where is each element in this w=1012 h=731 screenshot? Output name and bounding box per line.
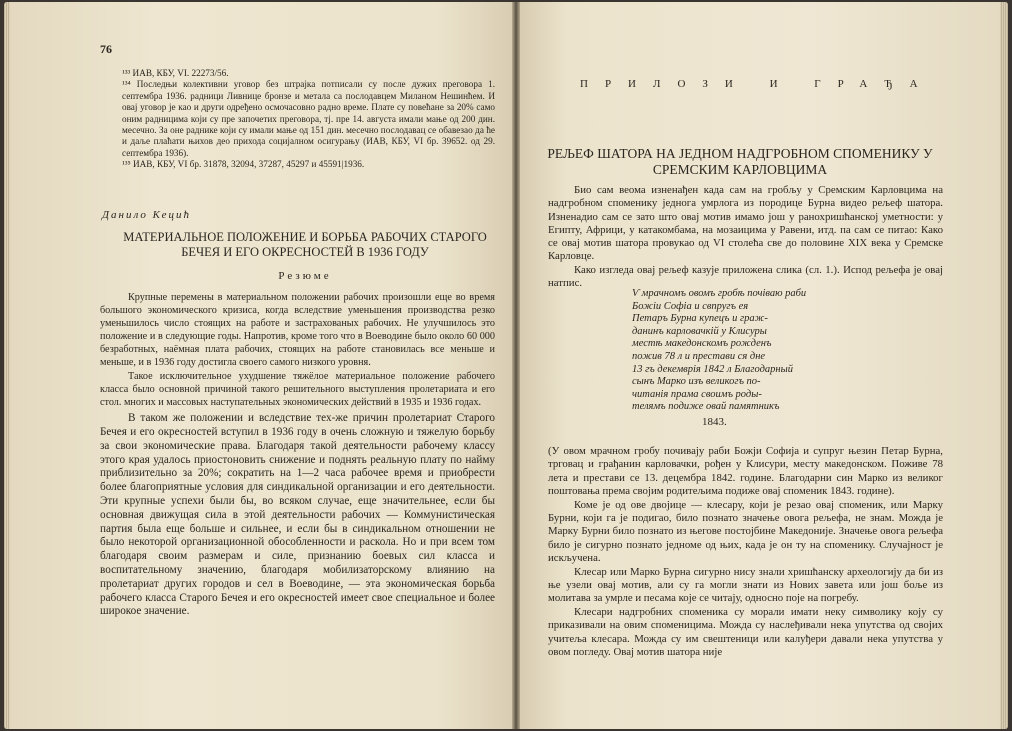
summary-body [100,292,495,621]
body-paragraph: Клесари надгробних споменика су морали имати неку символику коју су приказивали на овим споменицима. Можда су наслеђивали нека упутства од својих учитеља клесара. Можда су им свештеници или калуђери давали нека упутства у овом погледу. Овај мотив шатора није [548,605,943,659]
article-subtitle: Резюме [278,270,332,282]
inscription-line: читанія прама своимъ роды- [632,388,762,400]
summary-paragraph: В таком же положении и вследствие тех-же причин пролетариат Старого Бечея и его окресностей вступил в 1936 году в очень сложную и тяжелую борьбу за свои экономические права. Благодаря такой деятельности рабочему классу этого края удалось приостоновить снижение и поднять реальную плату по найму приблизительно за 20%; сократить на 1—2 часа рабочее время и приобрести более благоприятные условия для синдикальной организации и его деятельности. Эти крупные успехи были бы, во всяком случае, еще значительнее, если бы основная движущая сила в этой деятельности рабочих — Коммунистическая партия была еще больше и сильнее, и если бы в синдикальном отношении не было некоторой организационной обособленности и раскола. Но и при всем том благодаря своим размерам и силе, признанию боевых сил класса и воспитательному значению, благодаря мобилизаторскому влиянию на пролетариат других городов и сел в Воеводине, — эта экономическая борьба рабочего класса Старого Бечея и его окресностей имеет свое специальное и более широкое значение. [100,412,495,618]
inscription-line: местѣ македонскомъ рожденъ [632,338,772,350]
inscription-line: пожив 78 л и престави ся дне [632,350,766,362]
intro-body [548,184,943,290]
page-number: 76 [100,42,112,56]
inscription-line: данинъ карловачкій у Клисуры [632,325,767,337]
article-author: Данило Кецић [102,209,192,221]
inscription-line: 13 гъ декемврія 1842 л Благодарный [632,363,793,375]
tombstone-inscription [632,288,806,429]
page-edge-left [4,2,10,729]
main-body [548,445,943,660]
intro-paragraph: Како изгледа овај рељеф казује приложена слика (сл. 1.). Испод рељефа је овај натпис. [548,263,943,290]
body-paragraph: Клесар или Марко Бурна сигурно нису знали хришћанску археологију да би из ње узели овај мотив, али су га могли знати из Нових завета или још боље из молитава за умрле и песама које се читају, односно поје на погребу. [548,565,943,605]
inscription-line: Ѵ мрачномъ овомъ гробѣ почіваю раби [632,288,807,299]
page-edge-right [1000,2,1008,729]
footnote-133: ¹³³ ИАВ, КБУ, VI. 22273/56. [122,68,229,78]
inscription-line: Божіи Софіа и свпругъ ея [632,300,749,312]
translation-paragraph: (У овом мрачном гробу почивају раби Божји Софија и супруг њезин Петар Бурна, трговац и грађанин карловачки, рођен у Клисури, месту македонском. Поживе 78 лета и престави се 13. децембра 1842. године. Благодарни син Марко из великог поштовања према својим родитељима подиже овај споменик 1843. године). [548,445,943,498]
intro-paragraph: Био сам веома изненађен када сам на гробљу у Сремским Карловцима на надгробном споменику једнога умрлога из породице Бурна видео рељеф шатора. Изненадио сам се зато што овај мотив имамо још у ранохришћанској уметности: у Египту, Африци, у катакомбама, на мозаицима у Равени, итд. па сам се питао: Како се овај мотив шатора провукао од VI столећа све до половине XIX века у Сремске Карловце. [548,184,943,263]
inscription-line: сынъ Марко изъ великогъ по- [632,376,761,388]
inscription-line: Петаръ Бурна купецъ и граж- [632,313,768,325]
footnotes [100,68,495,171]
article-title-right: РЕЉЕФ ШАТОРА НА ЈЕДНОМ НАДГРОБНОМ СПОМЕНИКУ У СРЕМСКИМ КАРЛОВЦИМА [547,146,933,177]
footnote-134: ¹³⁴ Последњи колективни уговор без штрајка потписали су после дужих преговора 1. септембра 1936. радници Ливнице бронзе и метала са послодавцем Миланом Нешинћем. И овај уговор је као и други одређено осмочасовно радно време. Плате су повећане за 20% само оним радницима који су пре започетих преговора, тј. пре 14. августа имали мање од 200 дин. месечно. За оне раднике који су имали мање од 151 дин. месечно послодавац се обавезао да ће и даље плаћати њихов део прихода социјалном осигурању (ИАВ, КБУ, VI бр. 39652. од 29. септембра 1936). [122,79,495,158]
summary-paragraph: Такое исключительное ухудшение тяжёлое материальное положение рабочего класса было основной причиной такого решительного выступления пролетариата и его стол. многих и массовых наступательных экономических действий в 1935 и 1936 годах. [100,371,495,409]
footnote-135: ¹³⁵ ИАВ, КБУ, VI бр. 31878, 32094, 37287, 45297 и 45591|1936. [122,159,365,170]
summary-paragraph: Крупные перемены в материальном положении рабочих произошли еще во время большого экономического кризиса, когда вследствие уменьшения производства резко уменьшилось число стоящих на работе и застрахованых рабочих. Не улучшилось это положение и в следующие годы. Напротив, кроме того что в Воеводине было около 60 000 безработных, наёмная плата рабочих, стоящих на работе становилась все меньше и меньше, и в 1936 году достигла своего самого низкого уровня. [100,292,495,368]
book-gutter [512,2,520,729]
inscription-year: 1843. [702,415,727,428]
section-header: ПРИЛОЗИ И ГРАЂА [580,78,935,90]
article-title: МАТЕРИАЛЬНОЕ ПОЛОЖЕНИЕ И БОРЬБА РАБОЧИХ СТАРОГО БЕЧЕЯ И ЕГО ОКРЕСНОСТЕЙ В 1936 ГОДУ [123,230,487,259]
inscription-line: телямъ подиже овай памятникъ [632,401,780,413]
body-paragraph: Коме је од ове двојице — клесару, који је резао овај споменик, или Марку Бурни, који га је подигао, било познато значење овога рељефа, не знам. Можда је Марку Бурни било познато из његове постојбине Македоније. Значење овога рељефа било је сигурно познато једноме од њих, када је он ту на споменику. Случајност је искључена. [548,498,943,565]
